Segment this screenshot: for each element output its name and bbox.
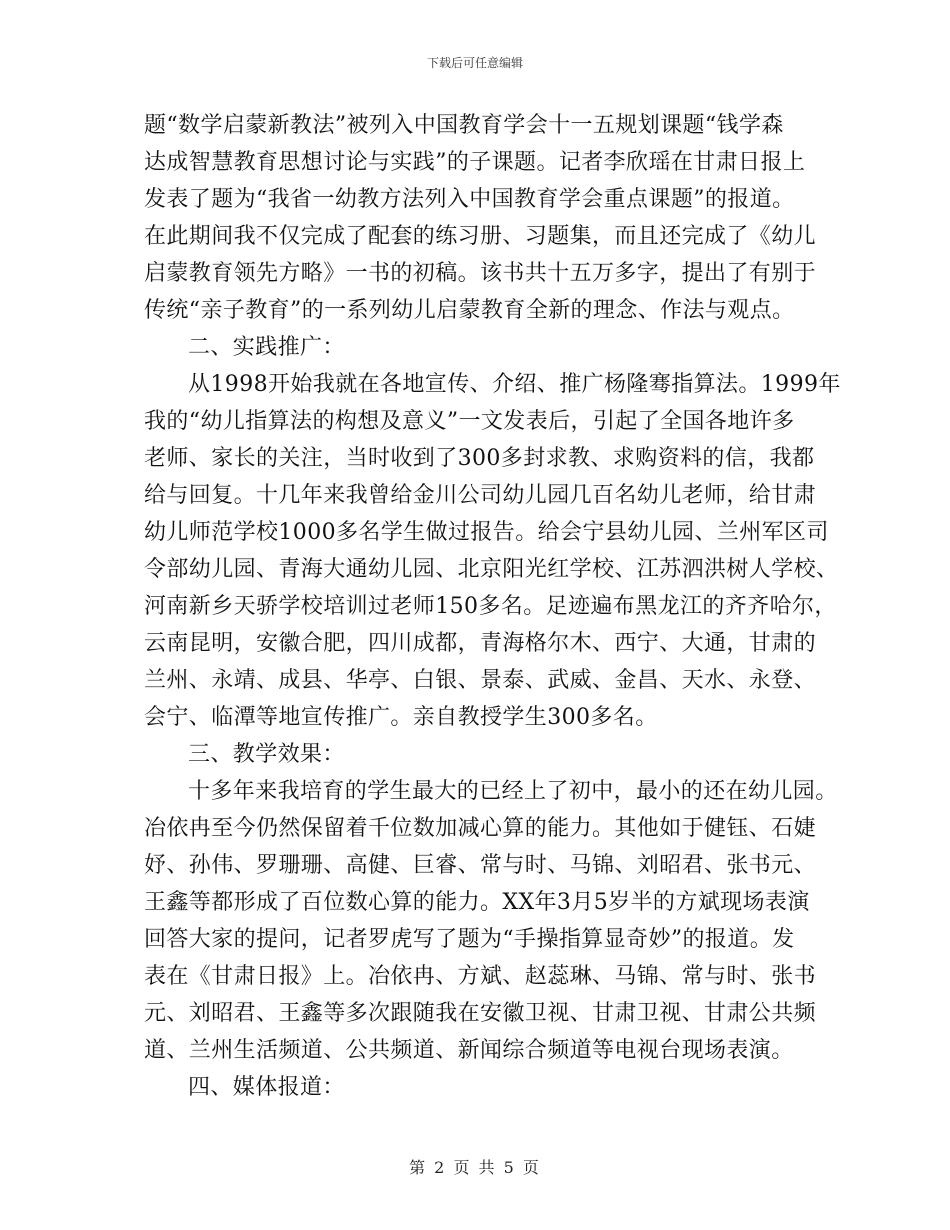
text-line: 老师、家长的关注，当时收到了300多封求教、求购资料的信，我都: [144, 446, 815, 471]
text-line: 幼儿师范学校1000多名学生做过报告。给会宁县幼儿园、兰州军区司: [144, 520, 829, 545]
text-line: 从1998开始我就在各地宣传、介绍、推广杨隆骞指算法。1999年: [188, 372, 841, 397]
text-line: 发表了题为“我省一幼教方法列入中国教育学会重点课题”的报道。: [144, 187, 795, 212]
section-heading: 三、教学效果：: [188, 742, 345, 767]
text-line: 十多年来我培育的学生最大的已经上了初中，最小的还在幼儿园。: [188, 779, 838, 804]
text-line: 表在《甘肃日报》上。冶依冉、方斌、赵蕊琳、马锦、常与时、张书: [144, 964, 817, 989]
text-line: 传统“亲子教育”的一系列幼儿启蒙教育全新的理念、作法与观点。: [144, 298, 795, 323]
text-line: 会宁、临潭等地宣传推广。亲自教授学生300多名。: [144, 705, 658, 730]
text-line: 元、刘昭君、王鑫等多次跟随我在安徽卫视、甘肃卫视、甘肃公共频: [144, 1001, 817, 1026]
text-line: 云南昆明，安徽合肥，四川成都，青海格尔木、西宁、大通，甘肃的: [144, 631, 817, 656]
page-header: 下载后可任意编辑: [426, 56, 523, 70]
text-line: 兰州、永靖、成县、华亭、白银、景泰、武威、金昌、天水、永登、: [144, 668, 817, 693]
text-line: 回答大家的提问，记者罗虎写了题为“手操指算显奇妙”的报道。发: [144, 927, 795, 952]
text-line: 给与回复。十几年来我曾给金川公司幼儿园几百名幼儿老师，给甘肃: [144, 483, 817, 508]
text-line: 启蒙教育领先方略》一书的初稿。该书共十五万多字，提出了有别于: [144, 261, 817, 286]
text-line: 河南新乡天骄学校培训过老师150多名。足迹遍布黑龙江的齐齐哈尔，: [144, 594, 837, 619]
text-line: 题“数学启蒙新教法”被列入中国教育学会十一五规划课题“钱学森: [144, 113, 784, 138]
text-line: 令部幼儿园、青海大通幼儿园、北京阳光红学校、江苏泗洪树人学校、: [144, 557, 839, 582]
section-heading: 四、媒体报道：: [188, 1075, 345, 1100]
text-line: 我的“幼儿指算法的构想及意义”一文发表后，引起了全国各地许多: [144, 409, 795, 434]
text-line: 王鑫等都形成了百位数心算的能力。XX年3月5岁半的方斌现场表演: [144, 890, 810, 915]
text-line: 在此期间我不仅完成了配套的练习册、习题集，而且还完成了《幼儿: [144, 224, 817, 249]
text-line: 达成智慧教育思想讨论与实践”的子课题。记者李欣瑶在甘肃日报上: [144, 150, 806, 175]
document-body: [144, 107, 841, 1106]
section-heading: 二、实践推广：: [188, 335, 345, 360]
text-line: 妤、孙伟、罗珊珊、高健、巨睿、常与时、马锦、刘昭君、张书元、: [144, 853, 817, 878]
text-line: 道、兰州生活频道、公共频道、新闻综合频道等电视台现场表演。: [144, 1038, 794, 1063]
text-line: 冶依冉至今仍然保留着千位数加减心算的能力。其他如于健钰、石婕: [144, 816, 817, 841]
page-footer: 第 2 页 共 5 页: [409, 1158, 541, 1177]
